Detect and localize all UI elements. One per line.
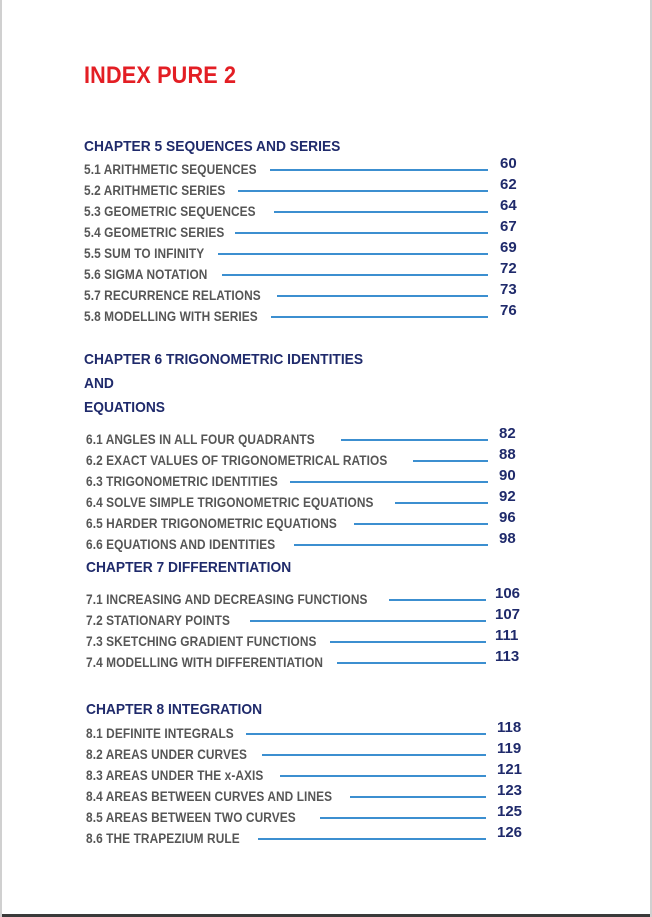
chapter-title-line: CHAPTER 8 INTEGRATION — [86, 701, 263, 718]
chapter-title-line: CHAPTER 7 DIFFERENTIATION — [86, 559, 292, 576]
entry-label: 7.1 INCREASING AND DECREASING FUNCTIONS — [86, 592, 368, 607]
leader-line — [280, 775, 486, 777]
page-number: 62 — [500, 176, 517, 193]
entry-label: 8.5 AREAS BETWEEN TWO CURVES — [86, 810, 296, 825]
toc-entry[interactable] — [84, 239, 524, 264]
toc-entry[interactable] — [86, 606, 524, 631]
leader-line — [389, 599, 486, 601]
toc-entry[interactable] — [86, 585, 524, 610]
page-number: 123 — [497, 782, 523, 799]
leader-line — [290, 481, 488, 483]
leader-line — [270, 169, 488, 171]
chapter-entries — [86, 585, 524, 673]
toc-entry[interactable] — [84, 281, 524, 306]
toc-entry[interactable] — [86, 803, 524, 828]
leader-line — [262, 754, 486, 756]
page-number: 119 — [497, 740, 522, 757]
entry-label: 6.3 TRIGONOMETRIC IDENTITIES — [86, 474, 278, 489]
page-number: 126 — [497, 824, 523, 841]
page-number: 98 — [499, 530, 516, 547]
entry-label: 8.4 AREAS BETWEEN CURVES AND LINES — [86, 789, 333, 804]
entry-label: 8.6 THE TRAPEZIUM RULE — [86, 831, 240, 846]
entry-label: 8.3 AREAS UNDER THE x-AXIS — [86, 768, 264, 783]
entry-label: 7.4 MODELLING WITH DIFFERENTIATION — [86, 655, 324, 670]
leader-line — [341, 439, 488, 441]
toc-entry[interactable] — [86, 719, 524, 744]
entry-label: 5.7 RECURRENCE RELATIONS — [84, 288, 261, 303]
entry-label: 8.1 DEFINITE INTEGRALS — [86, 726, 234, 741]
chapter-title — [86, 698, 380, 722]
leader-line — [294, 544, 488, 546]
chapter-6 — [84, 348, 524, 555]
leader-line — [337, 662, 486, 664]
chapter-title-line: EQUATIONS — [84, 399, 166, 416]
page-number: 88 — [499, 446, 516, 463]
entry-label: 5.2 ARITHMETIC SERIES — [84, 183, 226, 198]
chapter-entries — [86, 719, 524, 849]
page-number: 92 — [499, 488, 516, 505]
page-number: 113 — [495, 648, 520, 665]
page-number: 106 — [495, 585, 521, 602]
chapter-5 — [84, 135, 524, 327]
toc-entry[interactable] — [86, 824, 524, 849]
toc-entry[interactable] — [84, 155, 524, 180]
index-title: INDEX PURE 2 — [84, 62, 237, 89]
chapter-8 — [84, 698, 524, 849]
page-number: 69 — [500, 239, 517, 256]
chapter-7 — [84, 556, 524, 673]
entry-label: 5.8 MODELLING WITH SERIES — [84, 309, 258, 324]
leader-line — [258, 838, 486, 840]
entry-label: 5.1 ARITHMETIC SEQUENCES — [84, 162, 257, 177]
page-number: 121 — [497, 761, 523, 778]
chapter-title-line: CHAPTER 6 TRIGONOMETRIC IDENTITIES AND — [84, 351, 364, 392]
page-number: 60 — [500, 155, 517, 172]
leader-line — [271, 316, 488, 318]
toc-entry[interactable] — [86, 627, 524, 652]
page-number: 67 — [500, 218, 517, 235]
leader-line — [235, 232, 488, 234]
leader-line — [395, 502, 488, 504]
chapter-title — [86, 556, 380, 580]
entry-label: 7.2 STATIONARY POINTS — [86, 613, 231, 628]
leader-line — [246, 733, 486, 735]
page-number: 73 — [500, 281, 517, 298]
page-number: 82 — [499, 425, 516, 442]
page-number: 118 — [497, 719, 522, 736]
entry-label: 5.3 GEOMETRIC SEQUENCES — [84, 204, 256, 219]
chapter-title — [84, 135, 378, 159]
page-number: 111 — [495, 627, 519, 644]
toc-entry[interactable] — [86, 488, 524, 513]
toc-entry[interactable] — [86, 446, 524, 471]
entry-label: 8.2 AREAS UNDER CURVES — [86, 747, 248, 762]
page-number: 76 — [500, 302, 517, 319]
entry-label: 5.4 GEOMETRIC SERIES — [84, 225, 225, 240]
toc-entry[interactable] — [86, 648, 524, 673]
toc-entry[interactable] — [86, 530, 524, 555]
chapter-entries — [86, 425, 524, 555]
leader-line — [277, 295, 488, 297]
leader-line — [274, 211, 488, 213]
page-number: 64 — [500, 197, 517, 214]
chapter-entries — [84, 155, 524, 327]
toc-entry[interactable] — [84, 197, 524, 222]
toc-entry[interactable] — [86, 467, 524, 492]
page-number: 107 — [495, 606, 521, 623]
leader-line — [330, 641, 486, 643]
toc-entry[interactable] — [86, 509, 524, 534]
leader-line — [238, 190, 488, 192]
chapter-title — [84, 348, 378, 420]
page-number: 125 — [497, 803, 523, 820]
chapter-title-line: CHAPTER 5 SEQUENCES AND SERIES — [84, 138, 341, 155]
leader-line — [218, 253, 488, 255]
entry-label: 5.5 SUM TO INFINITY — [84, 246, 205, 261]
entry-label: 7.3 SKETCHING GRADIENT FUNCTIONS — [86, 634, 317, 649]
toc-entry[interactable] — [86, 782, 524, 807]
toc-entry[interactable] — [84, 260, 524, 285]
leader-line — [413, 460, 488, 462]
entry-label: 5.6 SIGMA NOTATION — [84, 267, 208, 282]
entry-label: 6.1 ANGLES IN ALL FOUR QUADRANTS — [86, 432, 315, 447]
toc-entry[interactable] — [84, 302, 524, 327]
toc-entry[interactable] — [86, 761, 524, 786]
leader-line — [222, 274, 488, 276]
leader-line — [320, 817, 486, 819]
leader-line — [350, 796, 486, 798]
page-number: 96 — [499, 509, 516, 526]
page-number: 72 — [500, 260, 517, 277]
toc-entry[interactable] — [86, 740, 524, 765]
page-number: 90 — [499, 467, 516, 484]
entry-label: 6.5 HARDER TRIGONOMETRIC EQUATIONS — [86, 516, 337, 531]
leader-line — [250, 620, 486, 622]
toc-entry[interactable] — [84, 176, 524, 201]
toc-entry[interactable] — [84, 218, 524, 243]
leader-line — [354, 523, 488, 525]
entry-label: 6.6 EQUATIONS AND IDENTITIES — [86, 537, 276, 552]
toc-entry[interactable] — [86, 425, 524, 450]
entry-label: 6.2 EXACT VALUES OF TRIGONOMETRICAL RATIOS — [86, 453, 388, 468]
entry-label: 6.4 SOLVE SIMPLE TRIGONOMETRIC EQUATIONS — [86, 495, 374, 510]
